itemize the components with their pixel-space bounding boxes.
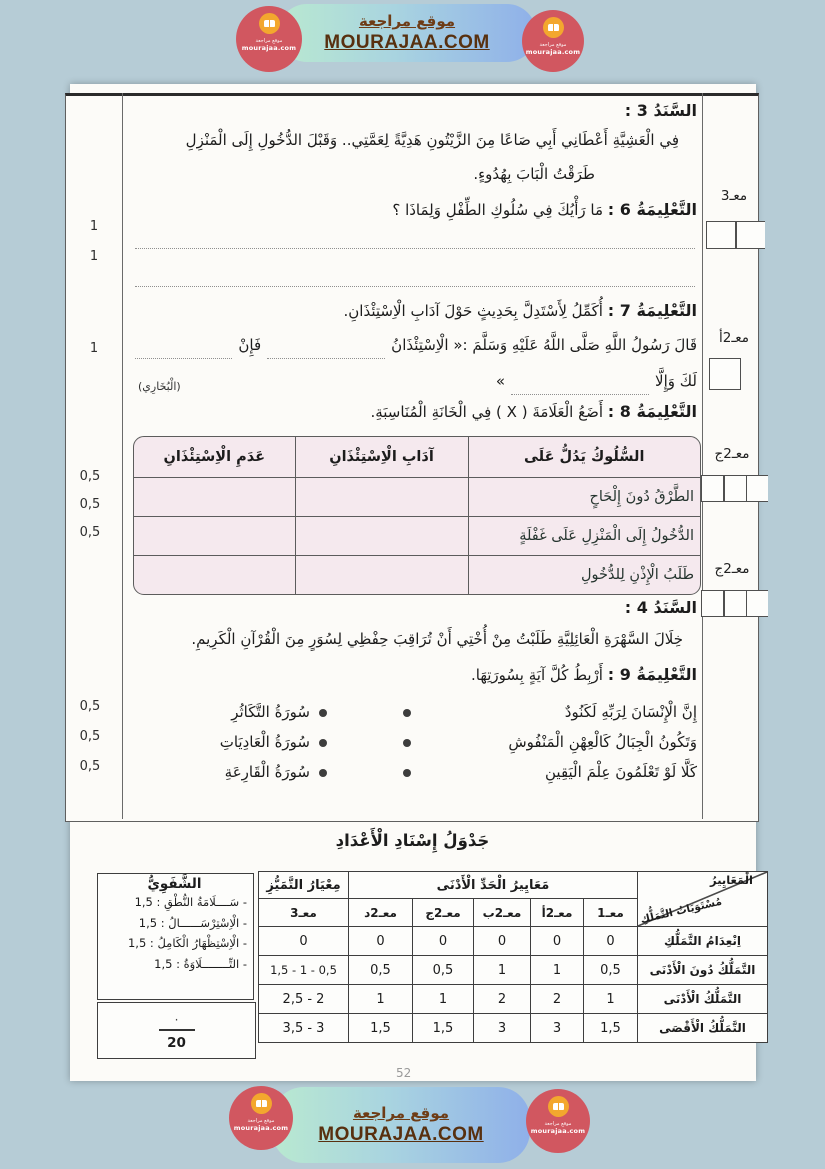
diagonal-top-label: الْمَعَايِيرُ	[710, 873, 753, 887]
diagonal-header-cell	[638, 872, 768, 927]
grading-table-title: جَدْوَلُ إِسْنَادِ الْأَعْدَادِ	[335, 831, 490, 850]
match-dot-icon	[403, 739, 411, 747]
badge-site-domain: mourajaa.com	[525, 48, 581, 56]
matching-row	[135, 700, 697, 726]
verse-text: إِنَّ الْإِنْسَانَ لِرَبِّهِ لَكَنُودٌ	[564, 703, 697, 721]
answer-line	[135, 240, 695, 249]
instruction-8	[135, 398, 697, 426]
score-value: 0,5	[79, 699, 101, 714]
match-dot-icon	[403, 769, 411, 777]
mastery-row	[259, 927, 768, 956]
site-badge	[236, 6, 302, 72]
score-placeholder	[175, 1009, 179, 1028]
grading-table	[258, 871, 768, 1043]
behavior-table	[133, 436, 701, 595]
grade-cell: 1,5	[584, 1014, 638, 1043]
grade-cell: 1	[413, 985, 474, 1014]
check-cell	[295, 556, 468, 595]
sanad3-title: السَّنَدُ 3 :	[624, 101, 697, 120]
oral-item: - الْاِسْتِظْهَارُ الْكَامِلُ : 1,5	[127, 936, 247, 951]
grade-cell: 1	[349, 985, 413, 1014]
book-icon	[259, 13, 280, 34]
grade-cell: 1	[531, 956, 584, 985]
behavior-row	[134, 517, 700, 556]
score-value: 0,5	[79, 469, 101, 484]
check-cell	[134, 517, 295, 556]
hadith-mid: فَإِنْ	[238, 336, 262, 354]
grade-cell: 1,5	[413, 1014, 474, 1043]
instruction-6	[135, 196, 697, 224]
behavior-row	[134, 478, 700, 517]
oral-item: - سَــــلَامَةُ النُّطْقِ : 1,5	[134, 895, 247, 909]
diagonal-bottom-label: مُسْتَوَيَاتُ التَّمَلُّكِ	[639, 895, 723, 926]
hadith-line2-text: لَكَ وَإِلَّا	[655, 372, 697, 390]
grade-cell: 0	[349, 927, 413, 956]
site-domain-link[interactable]: MOURAJAA.COM	[318, 1124, 484, 1145]
site-name-arabic[interactable]: موقع مراجعة	[352, 1104, 450, 1122]
badge-site-name: موقع مراجعة	[544, 1121, 572, 1127]
criterion-code: معـ3	[720, 188, 748, 204]
match-dot-icon	[403, 709, 411, 717]
score-box	[701, 590, 724, 617]
instruction-6-text: مَا رَأْيُكَ فِي سُلُوكِ الطِّفْلِ وَلِمَاذَا ؟	[392, 201, 603, 219]
mastery-level-label: التَّمَلُّكُ الْأَدْنَى	[638, 985, 768, 1014]
min-criteria-header: مَعَايِيرُ الْحَدِّ الْأَدْنَى	[349, 872, 638, 899]
behavior-label: الدُّخُولُ إِلَى الْمَنْزِلِ عَلَى غَفْلَةٍ	[468, 517, 700, 556]
book-icon	[543, 17, 564, 38]
badge-site-domain: mourajaa.com	[241, 44, 297, 52]
match-dot-icon	[319, 769, 327, 777]
criterion-code: معـ2ج	[413, 899, 474, 927]
site-name-arabic[interactable]: موقع مراجعة	[358, 12, 456, 30]
site-badge	[229, 1086, 293, 1150]
hadith-line-1	[135, 333, 697, 359]
behavior-table-header-row	[134, 437, 700, 478]
sanad4-title: السَّنَدُ 4 :	[624, 598, 697, 617]
verse-text: كَلَّا لَوْ تَعْلَمُونَ عِلْمَ الْيَقِينِ	[545, 763, 697, 781]
column-header: آدَابِ الْاِسْتِئْذَانِ	[295, 437, 468, 478]
criterion-code: معـ1	[584, 899, 638, 927]
check-cell	[134, 478, 295, 517]
score-box	[736, 221, 765, 249]
check-cell	[295, 478, 468, 517]
criterion-code: معـ2ج	[714, 446, 750, 462]
check-cell	[134, 556, 295, 595]
grade-cell: 0	[474, 927, 531, 956]
instruction-8-text: أَضَعُ الْعَلَامَةَ ( X ) فِي الْخَانَةِ الْمُنَاسِبَةِ.	[370, 403, 603, 421]
hadith-source: (الْبُخَارِي)	[138, 380, 181, 393]
excellence-header: مِعْيَارُ التَّمَيُّزِ	[259, 872, 349, 899]
instruction-7-label: التَّعْلِيمَةُ 7 :	[607, 301, 697, 320]
criterion-code: معـ2د	[349, 899, 413, 927]
grade-cell: 2,5 - 2	[259, 985, 349, 1014]
instruction-6-label: التَّعْلِيمَةُ 6 :	[607, 200, 697, 219]
total-score-box	[97, 1002, 256, 1059]
score-value: 0,5	[79, 729, 101, 744]
hadith-line-2	[135, 369, 697, 395]
score-box	[724, 475, 746, 502]
oral-title: الشَّفَوِيُّ	[147, 876, 202, 892]
score-box	[746, 590, 768, 617]
hadith-start: قَالَ رَسُولُ اللَّهِ صَلَّى اللَّهُ عَلَيْهِ وَسَلَّمَ :« الْاِسْتِئْذَانُ	[391, 336, 697, 354]
grade-cell: 1,5	[349, 1014, 413, 1043]
mastery-level-label: اِنْعِدَامُ التَّمَلُّكِ	[638, 927, 768, 956]
score-value: 1	[89, 249, 99, 264]
total-denominator: 20	[167, 1034, 186, 1051]
oral-item: - التِّــــــــلَاوَةُ : 1,5	[154, 957, 247, 972]
page-number: 52	[396, 1066, 412, 1080]
grade-cell: 1	[474, 956, 531, 985]
grade-cell: 0	[584, 927, 638, 956]
criterion-code: معـ2ج	[714, 561, 750, 577]
score-column-divider	[122, 93, 123, 819]
badge-site-name: موقع مراجعة	[255, 38, 283, 44]
sanad4-text: خِلَالَ السَّهْرَةِ الْعَائِلِيَّةِ طَلَبْتُ مِنْ أُخْتِي أَنْ تُرَاقِبَ حِفْظِي لِسُوَرٍ مِنَ الْقُرْآنِ الْكَرِيمِ.	[191, 630, 683, 648]
score-box	[724, 590, 746, 617]
grade-cell: 0,5	[584, 956, 638, 985]
sanad3-text-line2: طَرَقْتُ الْبَابَ بِهُدُوءٍ.	[473, 165, 595, 183]
badge-site-name: موقع مراجعة	[247, 1118, 275, 1124]
mastery-level-label: التَّمَلُّكُ الْأَقْصَى	[638, 1014, 768, 1043]
score-box-grid	[701, 475, 768, 502]
badge-site-name: موقع مراجعة	[539, 42, 567, 48]
score-box	[706, 221, 736, 249]
mastery-row	[259, 956, 768, 985]
fraction-bar	[159, 1029, 195, 1031]
grade-cell: 3	[474, 1014, 531, 1043]
match-dot-icon	[319, 739, 327, 747]
verse-text: وَتَكُونُ الْجِبَالُ كَالْعِهْنِ الْمَنْفُوشِ	[508, 733, 697, 751]
mastery-row	[259, 1014, 768, 1043]
answer-line	[135, 278, 695, 287]
surah-name: سُورَةُ الْعَادِيَاتِ	[219, 733, 310, 751]
mastery-row	[259, 985, 768, 1014]
answer-gap	[511, 381, 649, 395]
site-badge	[526, 1089, 590, 1153]
badge-site-domain: mourajaa.com	[233, 1124, 289, 1132]
score-box-grid	[706, 221, 765, 249]
grade-cell: 0	[531, 927, 584, 956]
surah-name: سُورَةُ الْقَارِعَةِ	[224, 763, 310, 781]
sanad3-text-line1: فِي الْعَشِيَّةِ أَعْطَانِي أَبِي صَاعًا مِنَ الزَّيْتُونِ هَدِيَّةً لِعَمَّتِي.. وَقَبْلَ الدُّخُولِ إِلَى الْمَنْزِلِ	[185, 131, 679, 149]
score-box-grid	[701, 590, 768, 617]
score-value: 0,5	[79, 497, 101, 512]
oral-criteria-box	[97, 873, 254, 1000]
instruction-9-label: التَّعْلِيمَةُ 9 :	[607, 665, 697, 684]
score-value: 1	[89, 341, 99, 356]
instruction-7	[135, 297, 697, 325]
book-icon	[548, 1096, 569, 1117]
criterion-code: معـ3	[259, 899, 349, 927]
grade-cell: 3,5 - 3	[259, 1014, 349, 1043]
matching-row	[135, 730, 697, 756]
site-banner[interactable]	[272, 1087, 530, 1163]
instruction-9	[135, 661, 697, 689]
site-badge	[522, 10, 584, 72]
grade-cell: 0,5	[413, 956, 474, 985]
oral-item: - الْاِسْتِرْسَــــــالُ : 1,5	[138, 915, 247, 930]
grade-cell: 2	[531, 985, 584, 1014]
site-domain-link[interactable]: MOURAJAA.COM	[324, 32, 490, 53]
instruction-7-text: أُكَمِّلُ لِأَسْتَدِلَّ بِحَدِيثٍ حَوْلَ آدَابِ الْاِسْتِئْذَانِ.	[343, 302, 603, 320]
score-value: 0,5	[79, 759, 101, 774]
score-box-grid	[709, 358, 741, 390]
criterion-code: معـ2ب	[474, 899, 531, 927]
grade-cell: 3	[531, 1014, 584, 1043]
mastery-level-label: التَّمَلُّكُ دُونَ الْأَدْنَى	[638, 956, 768, 985]
behavior-label: طَلَبُ الْإِذْنِ لِلدُّخُولِ	[468, 556, 700, 595]
criterion-code: معـ2أ	[718, 330, 750, 346]
column-header: عَدَمِ الْاِسْتِئْذَانِ	[134, 437, 295, 478]
badge-site-domain: mourajaa.com	[530, 1127, 586, 1135]
answer-gap	[135, 345, 232, 359]
site-banner[interactable]	[278, 4, 536, 62]
score-value: 0,5	[79, 525, 101, 540]
score-box	[701, 475, 724, 502]
grade-cell: 1,5 - 1 - 0,5	[259, 956, 349, 985]
score-box	[746, 475, 768, 502]
behavior-label: الطَّرْقُ دُونَ إِلْحَاحٍ	[468, 478, 700, 517]
behavior-row	[134, 556, 700, 595]
instruction-9-text: أَرْبِطُ كُلَّ آيَةٍ بِسُورَتِهَا.	[470, 666, 603, 684]
score-box	[709, 358, 741, 390]
grade-cell: 0,5	[349, 956, 413, 985]
grade-cell: 0	[413, 927, 474, 956]
score-value: 1	[89, 219, 99, 234]
book-icon	[251, 1093, 272, 1114]
total-score-fraction	[159, 1011, 195, 1050]
criterion-code: معـ2أ	[531, 899, 584, 927]
quote-close-mark: »	[495, 372, 506, 390]
instruction-8-label: التَّعْلِيمَةُ 8 :	[607, 402, 697, 421]
match-dot-icon	[319, 709, 327, 717]
answer-gap	[267, 345, 385, 359]
grade-cell: 0	[259, 927, 349, 956]
matching-row	[135, 760, 697, 786]
check-cell	[295, 517, 468, 556]
grade-cell: 1	[584, 985, 638, 1014]
surah-name: سُورَةُ التَّكَاثُرِ	[231, 703, 310, 721]
column-header: السُّلُوكُ يَدُلُّ عَلَى	[468, 437, 700, 478]
grade-cell: 2	[474, 985, 531, 1014]
